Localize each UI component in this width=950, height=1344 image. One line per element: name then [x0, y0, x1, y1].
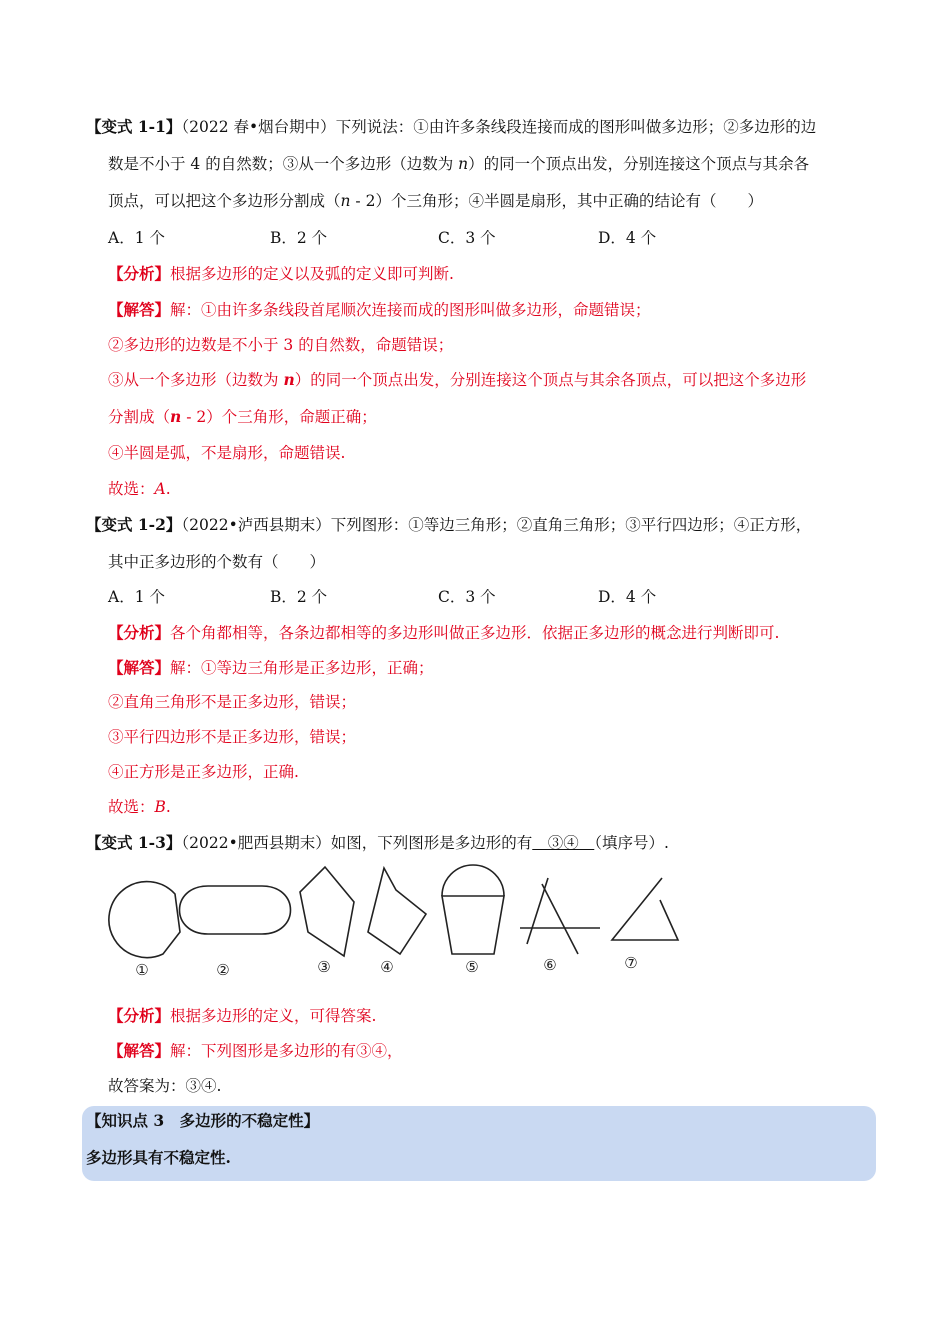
q2-answer-2: ②直角三角形不是正多边形，错误；: [108, 693, 357, 711]
q1-analysis: [108, 263, 454, 285]
q2-choose: [108, 796, 171, 818]
q1-choose: [108, 478, 171, 500]
answer-text: 解：①等边三角形是正多边形，正确；: [170, 659, 434, 677]
answer-tag: 【解答】: [108, 300, 171, 319]
figure-6-line-c: [542, 884, 578, 954]
knowledge-body: 多边形具有不稳定性.: [86, 1148, 231, 1167]
q1-option-b: B．2 个: [270, 229, 328, 247]
figure-label-5: ⑤: [465, 958, 479, 976]
answer-blank: ③④: [532, 834, 595, 852]
q2-source: （2022•泸西县期末）: [181, 516, 331, 534]
var-n: n: [458, 155, 469, 173]
q3-answer: [108, 1040, 403, 1062]
figure-label-3: ③: [317, 958, 331, 976]
q1-text2a: 数是不小于 4 的自然数；③从一个多边形（边数为: [108, 155, 459, 173]
answer-tag: 【解答】: [108, 658, 171, 677]
q3-final: 故答案为：③④.: [108, 1077, 222, 1095]
knowledge-title: 【知识点 3 多边形的不稳定性】: [86, 1111, 320, 1130]
analysis-tag: 【分析】: [108, 264, 171, 283]
choose-suffix: .: [165, 480, 171, 498]
figure-label-1: ①: [135, 961, 149, 979]
q1-line3: [108, 190, 763, 212]
q1-text2b: ）的同一个顶点出发，分别连接这个顶点与其余各: [468, 155, 810, 173]
q2-answer-1: [108, 657, 434, 679]
answer-text: ）的同一个顶点出发，分别连接这个顶点与其余各顶点，可以把这个多边形: [294, 371, 807, 389]
choose-prefix: 故选：: [108, 798, 155, 816]
q2-option-c: C．3 个: [438, 588, 496, 606]
analysis-text: 根据多边形的定义，可得答案.: [170, 1007, 377, 1025]
q2-text1: 下列图形：①等边三角形；②直角三角形；③平行四边形；④正方形，: [330, 516, 812, 534]
answer-text: - 2）个三角形，命题正确；: [181, 408, 377, 426]
q2-answer-4: ④正方形是正多边形，正确.: [108, 763, 299, 781]
analysis-text: 根据多边形的定义以及弧的定义即可判断.: [170, 265, 454, 283]
q1-answer-5: ④半圆是弧，不是扇形，命题错误.: [108, 444, 346, 462]
q1-line1: [86, 116, 816, 138]
answer-text: 解：下列图形是多边形的有③④，: [170, 1042, 403, 1060]
var-n: n: [340, 192, 351, 210]
figure-4-shape: [368, 868, 426, 954]
choose-prefix: 故选：: [108, 480, 155, 498]
q3-tag: 【变式 1-3】: [86, 833, 182, 852]
figure-3-shape: [300, 867, 354, 956]
analysis-text: 各个角都相等，各条边都相等的多边形叫做正多边形．依据正多边形的概念进行判断即可.: [170, 624, 780, 642]
var-n: n: [170, 407, 182, 426]
q3-text1: 如图，下列图形是多边形的有: [330, 834, 533, 852]
answer-tag: 【解答】: [108, 1041, 171, 1060]
figure-label-2: ②: [216, 961, 230, 979]
q2-option-b: B．2 个: [270, 588, 328, 606]
q2-option-d: D．4 个: [598, 588, 657, 606]
figure-1-shape: [109, 882, 180, 958]
q1-text3a: 顶点，可以把这个多边形分割成（: [108, 192, 341, 210]
q2-analysis: [108, 622, 779, 644]
figure-5-shape: [442, 865, 504, 896]
q3-line1: [86, 832, 669, 854]
answer-text: 分割成（: [108, 408, 171, 426]
choose-suffix: .: [165, 798, 171, 816]
q2-option-a: A．1 个: [108, 588, 165, 606]
q1-option-a: A．1 个: [108, 229, 165, 247]
answer-text: 解：①由许多条线段首尾顺次连接而成的图形叫做多边形，命题错误；: [170, 301, 651, 319]
figure-label-6: ⑥: [543, 956, 557, 974]
q2-line2: 其中正多边形的个数有（ ）: [108, 553, 326, 571]
q1-tag: 【变式 1-1】: [86, 117, 182, 136]
choose-value: B: [154, 798, 166, 816]
q2-answer-3: ③平行四边形不是正多边形，错误；: [108, 728, 357, 746]
polygon-figures: [100, 862, 700, 982]
q1-line2: [108, 153, 809, 175]
q3-source: （2022•肥西县期末）: [181, 834, 331, 852]
q2-tag: 【变式 1-2】: [86, 515, 182, 534]
figure-5-bucket: [442, 896, 504, 954]
q1-answer-1: [108, 299, 651, 321]
choose-value: A: [154, 480, 166, 498]
q2-line1: [86, 514, 811, 536]
var-n: n: [283, 370, 295, 389]
q1-option-d: D．4 个: [598, 229, 657, 247]
q1-answer-4: [108, 406, 377, 428]
q1-source: （2022 春•烟台期中）: [181, 118, 336, 136]
answer-text: ③从一个多边形（边数为: [108, 371, 284, 389]
q1-option-c: C．3 个: [438, 229, 496, 247]
q1-answer-3: [108, 369, 806, 391]
figure-7-shape: [612, 878, 678, 940]
q3-text1-end: （填序号）.: [594, 834, 669, 852]
q1-answer-2: ②多边形的边数是不小于 3 的自然数，命题错误；: [108, 336, 454, 354]
q3-analysis: [108, 1005, 376, 1027]
figure-label-7: ⑦: [624, 954, 638, 972]
analysis-tag: 【分析】: [108, 623, 171, 642]
figure-label-4: ④: [380, 958, 394, 976]
figure-2-shape: [180, 886, 291, 934]
q1-text3b: - 2）个三角形；④半圆是扇形，其中正确的结论有（ ）: [350, 192, 763, 210]
analysis-tag: 【分析】: [108, 1006, 171, 1025]
q1-text1: 下列说法：①由许多条线段连接而成的图形叫做多边形；②多边形的边: [335, 118, 817, 136]
